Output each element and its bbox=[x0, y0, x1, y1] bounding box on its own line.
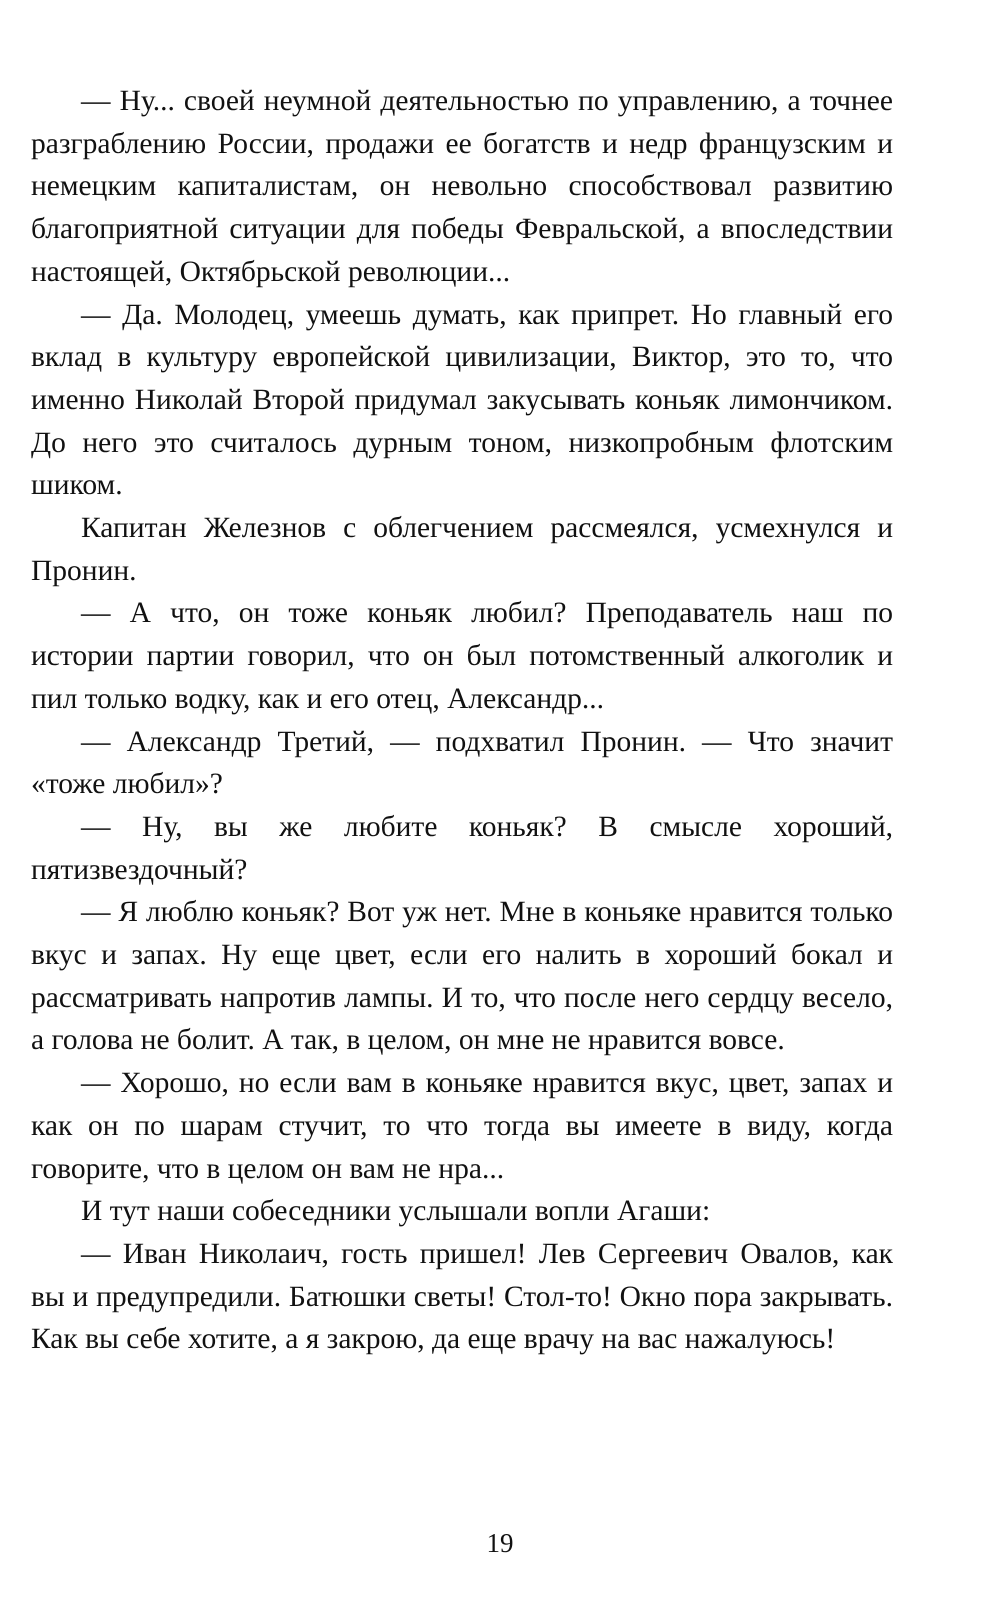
paragraph: — Александр Третий, — подхватил Пронин. — Что значит «тоже любил»? bbox=[31, 725, 893, 801]
page-number: 19 bbox=[486, 1528, 514, 1558]
paragraph: И тут наши собеседники услышали вопли Агаши: bbox=[81, 1195, 711, 1228]
paragraph: Капитан Железнов с облегчением рассмеялся, усмехнулся и Пронин. bbox=[31, 512, 893, 587]
paragraph: — Да. Молодец, умеешь думать, как припрет. Но главный его вклад в культуру европейской цивилизации, Виктор, это то, что именно Николай Второй придумал закусывать коньяк лимончиком. До него это считалось дурным тоном, низкопробным флотским шиком. bbox=[31, 298, 893, 502]
paragraph: — Я люблю коньяк? Вот уж нет. Мне в коньяке нравится только вкус и запах. Ну еще цвет, если его налить в хороший бокал и рассматривать напротив лампы. И то, что после него сердцу весело, а голова не болит. А так, в целом, он мне не нравится вовсе. bbox=[31, 896, 893, 1057]
paragraph: — А что, он тоже коньяк любил? Преподаватель наш по истории партии говорил, что он был потомственный алкоголик и пил только водку, как и его отец, Александр... bbox=[31, 597, 893, 715]
paragraph: — Ну... своей неумной деятельностью по управлению, а точнее разграблению России, продажи ее богатств и недр французским и немецким капиталистам, он невольно способствовал развитию благоприятной ситуации для победы Февральской, а впоследствии настоящей, Октябрьской революции... bbox=[31, 85, 893, 288]
paragraph: — Ну, вы же любите коньяк? В смысле хороший, пятизвездочный? bbox=[31, 810, 893, 886]
body-text bbox=[31, 80, 893, 1361]
paragraph: — Хорошо, но если вам в коньяке нравится вкус, цвет, запах и как он по шарам стучит, то что тогда вы имеете в виду, когда говорите, что в целом он вам не нра... bbox=[31, 1067, 893, 1185]
paragraph: — Иван Николаич, гость пришел! Лев Сергеевич Овалов, как вы и предупредили. Батюшки светы! Стол-то! Окно пора закрывать. Как вы себе хотите, а я закрою, да еще врачу на вас нажалуюсь! bbox=[31, 1237, 893, 1356]
